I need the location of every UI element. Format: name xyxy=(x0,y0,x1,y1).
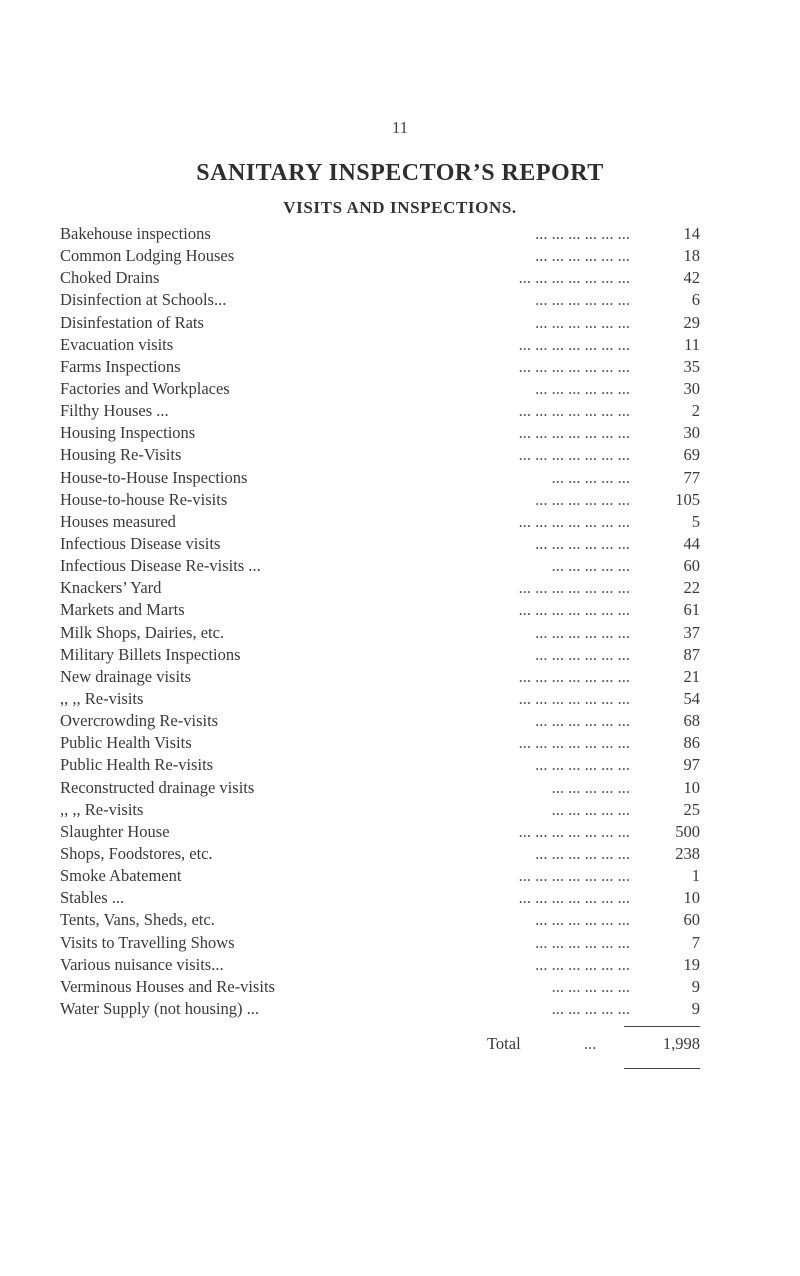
leader-dots: ... ... ... ... ... ... xyxy=(535,489,630,509)
item-label: Disinfestation of Rats xyxy=(60,312,208,334)
list-item xyxy=(60,666,700,688)
item-value: 61 xyxy=(683,600,700,620)
total-label: Total xyxy=(487,1034,521,1053)
list-item xyxy=(60,932,700,954)
total-value: 1,998 xyxy=(662,1034,700,1053)
item-label: Filthy Houses ... xyxy=(60,400,173,422)
total-rule-top xyxy=(624,1026,700,1027)
item-value: 1 xyxy=(691,866,700,886)
item-value: 22 xyxy=(683,578,700,598)
total-rule-bottom xyxy=(624,1068,700,1069)
item-value: 69 xyxy=(683,445,700,465)
item-value: 238 xyxy=(675,843,700,863)
item-value: 86 xyxy=(683,733,700,753)
item-label: New drainage visits xyxy=(60,666,195,688)
item-value: 25 xyxy=(683,799,700,819)
section-title: VISITS AND INSPECTIONS. xyxy=(283,198,517,217)
list-item xyxy=(60,998,700,1020)
item-label: Houses measured xyxy=(60,511,180,533)
leader-dots: ... ... ... ... ... xyxy=(551,777,630,797)
item-label: Milk Shops, Dairies, etc. xyxy=(60,622,228,644)
leader-dots: ... ... ... ... ... ... ... xyxy=(518,733,630,753)
item-label: Choked Drains xyxy=(60,267,163,289)
item-value: 10 xyxy=(683,888,700,908)
leader-dots: ... ... ... ... ... ... xyxy=(535,954,630,974)
item-label: Farms Inspections xyxy=(60,356,185,378)
total-block xyxy=(60,1022,700,1068)
list-item xyxy=(60,444,700,466)
leader-dots: ... ... ... ... ... ... xyxy=(535,533,630,553)
leader-dots: ... ... ... ... ... xyxy=(551,998,630,1018)
list-item xyxy=(60,909,700,931)
list-item xyxy=(60,356,700,378)
leader-dots: ... ... ... ... ... ... ... xyxy=(518,511,630,531)
item-label: Reconstructed drainage visits xyxy=(60,777,258,799)
leader-dots: ... ... ... ... ... ... xyxy=(535,932,630,952)
leader-dots: ... ... ... ... ... ... xyxy=(535,711,630,731)
list-item xyxy=(60,289,700,311)
list-item xyxy=(60,732,700,754)
item-label: House-to-House Inspections xyxy=(60,467,251,489)
list-item xyxy=(60,865,700,887)
item-label: Knackers’ Yard xyxy=(60,577,165,599)
leader-dots: ... ... ... ... ... ... ... xyxy=(518,401,630,421)
leader-dots: ... ... ... ... ... ... ... xyxy=(518,334,630,354)
list-item xyxy=(60,267,700,289)
item-value: 105 xyxy=(675,489,700,509)
list-item xyxy=(60,577,700,599)
item-label: Slaughter House xyxy=(60,821,174,843)
leader-dots: ... ... ... ... ... ... ... xyxy=(518,888,630,908)
item-value: 11 xyxy=(684,334,700,354)
list-item xyxy=(60,976,700,998)
item-label: Various nuisance visits... xyxy=(60,954,228,976)
item-value: 500 xyxy=(675,821,700,841)
leader-dots: ... ... ... ... ... ... xyxy=(535,246,630,266)
leader-dots: ... ... ... ... ... xyxy=(551,467,630,487)
leader-dots: ... ... ... ... ... ... ... xyxy=(518,866,630,886)
item-value: 42 xyxy=(683,268,700,288)
item-label: Water Supply (not housing) ... xyxy=(60,998,263,1020)
leader-dots: ... ... ... ... ... ... ... xyxy=(518,600,630,620)
item-label: Public Health Re-visits xyxy=(60,754,217,776)
item-label: Bakehouse inspections xyxy=(60,223,215,245)
item-value: 44 xyxy=(683,533,700,553)
leader-dots: ... ... ... ... ... xyxy=(551,556,630,576)
leader-dots: ... ... ... ... ... ... xyxy=(535,910,630,930)
page-number: 11 xyxy=(391,118,409,137)
item-value: 97 xyxy=(683,755,700,775)
item-value: 5 xyxy=(691,511,700,531)
list-item xyxy=(60,378,700,400)
list-item xyxy=(60,555,700,577)
item-label: Housing Re-Visits xyxy=(60,444,185,466)
list-item xyxy=(60,954,700,976)
item-label: Factories and Workplaces xyxy=(60,378,234,400)
item-value: 60 xyxy=(683,910,700,930)
item-value: 21 xyxy=(683,666,700,686)
leader-dots: ... ... ... ... ... ... ... xyxy=(518,268,630,288)
list-item xyxy=(60,821,700,843)
leader-dots: ... ... ... ... ... xyxy=(551,976,630,996)
item-label: Verminous Houses and Re-visits xyxy=(60,976,279,998)
item-value: 6 xyxy=(691,290,700,310)
leader-dots: ... ... ... ... ... ... ... xyxy=(518,445,630,465)
leader-dots: ... ... ... ... ... ... ... xyxy=(518,423,630,443)
list-item xyxy=(60,644,700,666)
list-item xyxy=(60,533,700,555)
list-item xyxy=(60,467,700,489)
item-label: Tents, Vans, Sheds, etc. xyxy=(60,909,219,931)
item-label: Visits to Travelling Shows xyxy=(60,932,239,954)
leader-dots: ... ... ... ... ... ... xyxy=(535,843,630,863)
item-value: 60 xyxy=(683,556,700,576)
leader-dots: ... ... ... ... ... ... xyxy=(535,644,630,664)
leader-dots: ... ... ... ... ... ... ... xyxy=(518,688,630,708)
item-value: 68 xyxy=(683,711,700,731)
leader-dots: ... ... ... ... ... xyxy=(551,799,630,819)
item-value: 54 xyxy=(683,688,700,708)
item-label: Military Billets Inspections xyxy=(60,644,245,666)
inspections-list xyxy=(60,223,700,1020)
list-item xyxy=(60,245,700,267)
leader-dots: ... ... ... ... ... ... xyxy=(535,378,630,398)
item-label: ,, ,, Re-visits xyxy=(60,688,147,710)
list-item xyxy=(60,754,700,776)
item-label: House-to-house Re-visits xyxy=(60,489,231,511)
item-value: 30 xyxy=(683,378,700,398)
leader-dots: ... ... ... ... ... ... ... xyxy=(518,356,630,376)
item-label: Infectious Disease visits xyxy=(60,533,224,555)
list-item xyxy=(60,622,700,644)
item-value: 35 xyxy=(683,356,700,376)
total-dots: ... xyxy=(584,1034,597,1053)
list-item xyxy=(60,843,700,865)
leader-dots: ... ... ... ... ... ... ... xyxy=(518,578,630,598)
item-label: ,, ,, Re-visits xyxy=(60,799,147,821)
item-value: 9 xyxy=(691,976,700,996)
item-value: 10 xyxy=(683,777,700,797)
list-item xyxy=(60,489,700,511)
list-item xyxy=(60,511,700,533)
list-item xyxy=(60,422,700,444)
leader-dots: ... ... ... ... ... ... ... xyxy=(518,666,630,686)
item-value: 19 xyxy=(683,954,700,974)
list-item xyxy=(60,799,700,821)
report-title: SANITARY INSPECTOR’S REPORT xyxy=(196,160,604,186)
leader-dots: ... ... ... ... ... ... xyxy=(535,755,630,775)
item-label: Overcrowding Re-visits xyxy=(60,710,222,732)
item-value: 29 xyxy=(683,312,700,332)
item-value: 77 xyxy=(683,467,700,487)
item-label: Public Health Visits xyxy=(60,732,196,754)
item-label: Disinfection at Schools... xyxy=(60,289,230,311)
list-item xyxy=(60,688,700,710)
list-item xyxy=(60,599,700,621)
list-item xyxy=(60,334,700,356)
item-value: 30 xyxy=(683,423,700,443)
list-item xyxy=(60,312,700,334)
leader-dots: ... ... ... ... ... ... xyxy=(535,312,630,332)
list-item xyxy=(60,887,700,909)
item-label: Evacuation visits xyxy=(60,334,177,356)
leader-dots: ... ... ... ... ... ... xyxy=(535,290,630,310)
leader-dots: ... ... ... ... ... ... xyxy=(535,622,630,642)
item-value: 37 xyxy=(683,622,700,642)
list-item xyxy=(60,223,700,245)
item-label: Smoke Abatement xyxy=(60,865,185,887)
item-value: 7 xyxy=(691,932,700,952)
item-value: 87 xyxy=(683,644,700,664)
item-label: Shops, Foodstores, etc. xyxy=(60,843,217,865)
list-item xyxy=(60,777,700,799)
list-item xyxy=(60,400,700,422)
item-label: Stables ... xyxy=(60,887,128,909)
leader-dots: ... ... ... ... ... ... ... xyxy=(518,821,630,841)
item-label: Common Lodging Houses xyxy=(60,245,238,267)
item-label: Infectious Disease Re-visits ... xyxy=(60,555,265,577)
item-value: 18 xyxy=(683,246,700,266)
item-label: Markets and Marts xyxy=(60,599,189,621)
item-label: Housing Inspections xyxy=(60,422,199,444)
leader-dots: ... ... ... ... ... ... xyxy=(535,224,630,243)
item-value: 9 xyxy=(691,998,700,1018)
item-value: 2 xyxy=(691,401,700,421)
item-value: 14 xyxy=(683,224,700,243)
list-item xyxy=(60,710,700,732)
